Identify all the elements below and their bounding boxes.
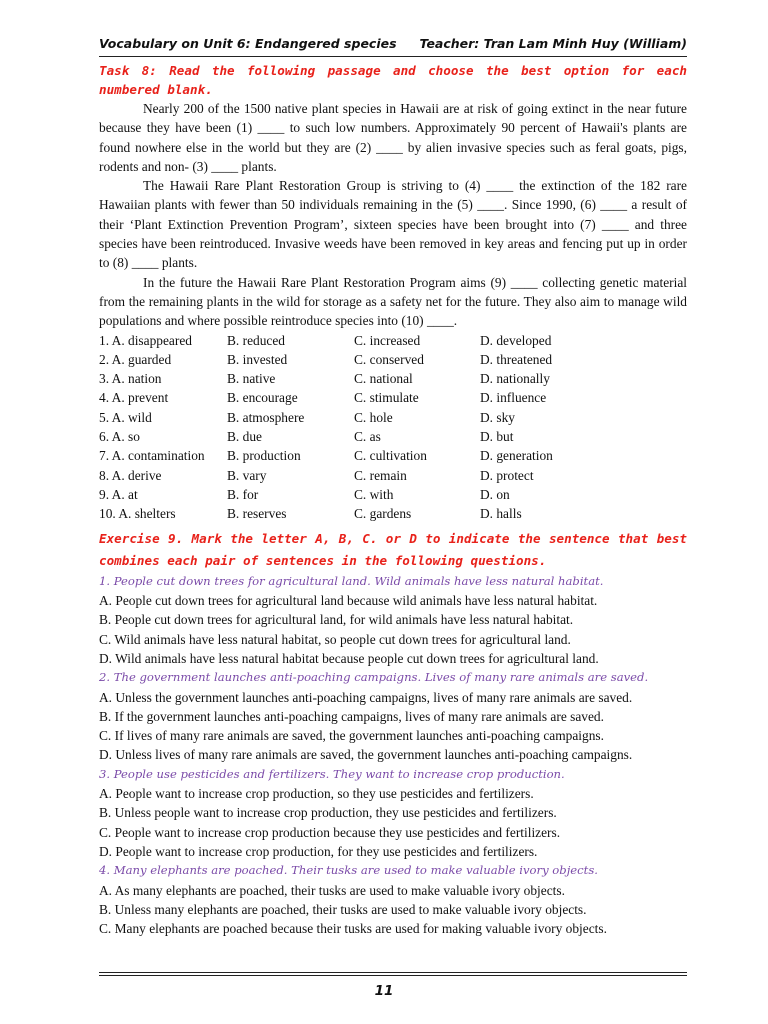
answer-choice: B. Unless many elephants are poached, their tusks are used to make valuable ivory objects. (99, 902, 587, 918)
answer-choice: B. If the government launches anti-poaching campaigns, lives of many rare animals are saved. (99, 708, 604, 724)
footer-divider (99, 975, 687, 976)
option-a: 8. A. derive (99, 467, 162, 483)
exercise9-questions (99, 572, 687, 939)
option-d: D. threatened (480, 351, 553, 367)
option-a: 3. A. nation (99, 371, 162, 387)
option-c: C. conserved (354, 351, 424, 367)
option-a: 7. A. contamination (99, 448, 205, 464)
option-d: D. sky (480, 409, 515, 425)
option-row (99, 369, 687, 388)
option-a: 10. A. shelters (99, 506, 176, 522)
option-d: D. influence (480, 390, 547, 406)
option-d: D. protect (480, 467, 534, 483)
option-a: 4. A. prevent (99, 390, 169, 406)
option-row (99, 427, 687, 446)
option-b: B. encourage (227, 390, 298, 406)
option-row (99, 485, 687, 504)
answer-choice: A. Unless the government launches anti-poaching campaigns, lives of many rare animals are saved. (99, 689, 633, 705)
option-c: C. hole (354, 409, 393, 425)
answer-choice: C. Many elephants are poached because their tusks are used for making valuable ivory objects. (99, 921, 607, 937)
answer-choice: C. Wild animals have less natural habitat, so people cut down trees for agricultural land. (99, 631, 571, 647)
option-b: B. reduced (227, 332, 286, 348)
option-row (99, 350, 687, 369)
answer-choice: A. People want to increase crop production, so they use pesticides and fertilizers. (99, 786, 534, 802)
option-c: C. national (354, 371, 413, 387)
page-header (99, 35, 687, 53)
option-a: 9. A. at (99, 486, 138, 502)
option-row (99, 446, 687, 465)
question-prompt: 4. Many elephants are poached. Their tusks are used to make valuable ivory objects. (99, 863, 598, 878)
question-prompt: 2. The government launches anti-poaching campaigns. Lives of many rare animals are saved. (99, 670, 649, 685)
header-unit-title: Vocabulary on Unit 6: Endangered species (99, 36, 397, 51)
option-b: B. due (227, 429, 262, 445)
option-c: C. as (354, 429, 381, 445)
answer-choice: D. People want to increase crop production, for they use pesticides and fertilizers. (99, 844, 538, 860)
option-b: B. native (227, 371, 276, 387)
option-d: D. nationally (480, 371, 550, 387)
page-content (99, 61, 687, 939)
header-divider (99, 56, 687, 57)
header-teacher: Teacher: Tran Lam Minh Huy (William) (419, 36, 687, 51)
option-c: C. remain (354, 467, 407, 483)
page-number: 11 (374, 983, 394, 999)
option-c: C. increased (354, 332, 421, 348)
option-b: B. atmosphere (227, 409, 305, 425)
answer-choice: C. People want to increase crop production because they use pesticides and fertilizers. (99, 824, 561, 840)
passage-paragraph: The Hawaii Rare Plant Restoration Group is striving to (4) ____ the extinction of the 182 rare Hawaiian plants with fewer than 50 individuals remaining in the (5) ____. Since 1990, (6) ____ a result of their ‘Plant Extinction Prevention Program’, sixteen species have been brought into (7) ____ and three species have been reintroduced. Invasive weeds have been removed in key areas and fencing put up in order to (8) ____ plants. (99, 178, 687, 271)
option-c: C. with (354, 486, 394, 502)
answer-choice: D. Unless lives of many rare animals are saved, the government launches anti-poaching campaigns. (99, 747, 633, 763)
option-c: C. cultivation (354, 448, 427, 464)
task8-title: Task 8: Read the following passage and choose the best option for each numbered blank. (99, 63, 687, 97)
answer-choice: A. People cut down trees for agricultural land because wild animals have less natural habitat. (99, 592, 598, 608)
option-d: D. on (480, 486, 510, 502)
task8-passage (99, 99, 687, 331)
option-row (99, 466, 687, 485)
passage-paragraph: In the future the Hawaii Rare Plant Restoration Program aims (9) ____ collecting genetic material from the remaining plants in the wild for storage as a safety net for the future. They also aim to manage wild populations and where possible reintroduce species into (10) ____. (99, 274, 687, 329)
option-b: B. for (227, 486, 259, 502)
option-row (99, 408, 687, 427)
answer-choice: B. Unless people want to increase crop production, they use pesticides and fertilizers. (99, 805, 557, 821)
option-a: 1. A. disappeared (99, 332, 192, 348)
answer-choice: A. As many elephants are poached, their tusks are used to make valuable ivory objects. (99, 882, 565, 898)
option-a: 2. A. guarded (99, 351, 172, 367)
option-d: D. halls (480, 506, 522, 522)
option-d: D. but (480, 429, 514, 445)
question-prompt: 3. People use pesticides and fertilizers. They want to increase crop production. (99, 766, 565, 781)
answer-choice: C. If lives of many rare animals are saved, the government launches anti-poaching campaigns. (99, 728, 604, 744)
option-row (99, 331, 687, 350)
answer-choice: D. Wild animals have less natural habitat because people cut down trees for agricultural land. (99, 650, 599, 666)
option-c: C. stimulate (354, 390, 419, 406)
footer-divider (99, 972, 687, 973)
option-d: D. generation (480, 448, 553, 464)
option-row (99, 504, 687, 523)
question-prompt: 1. People cut down trees for agricultural land. Wild animals have less natural habitat. (99, 573, 604, 588)
exercise9-title: Exercise 9. Mark the letter A, B, C. or D to indicate the sentence that best combines each pair of sentences in the following questions. (99, 530, 687, 568)
option-b: B. reserves (227, 506, 287, 522)
option-b: B. vary (227, 467, 267, 483)
option-b: B. invested (227, 351, 288, 367)
option-d: D. developed (480, 332, 552, 348)
option-b: B. production (227, 448, 301, 464)
task8-options (99, 331, 687, 524)
passage-paragraph: Nearly 200 of the 1500 native plant species in Hawaii are at risk of going extinct in the near future because they have been (1) ____ to such low numbers. Approximately 90 percent of Hawaii's plants are found nowhere else in the world but they are (2) ____ by alien invasive species such as feral goats, pigs, rodents and non- (3) ____ plants. (99, 101, 687, 174)
option-a: 6. A. so (99, 429, 140, 445)
option-row (99, 388, 687, 407)
option-c: C. gardens (354, 506, 412, 522)
answer-choice: B. People cut down trees for agricultural land, for wild animals have less natural habitat. (99, 612, 574, 628)
option-a: 5. A. wild (99, 409, 152, 425)
